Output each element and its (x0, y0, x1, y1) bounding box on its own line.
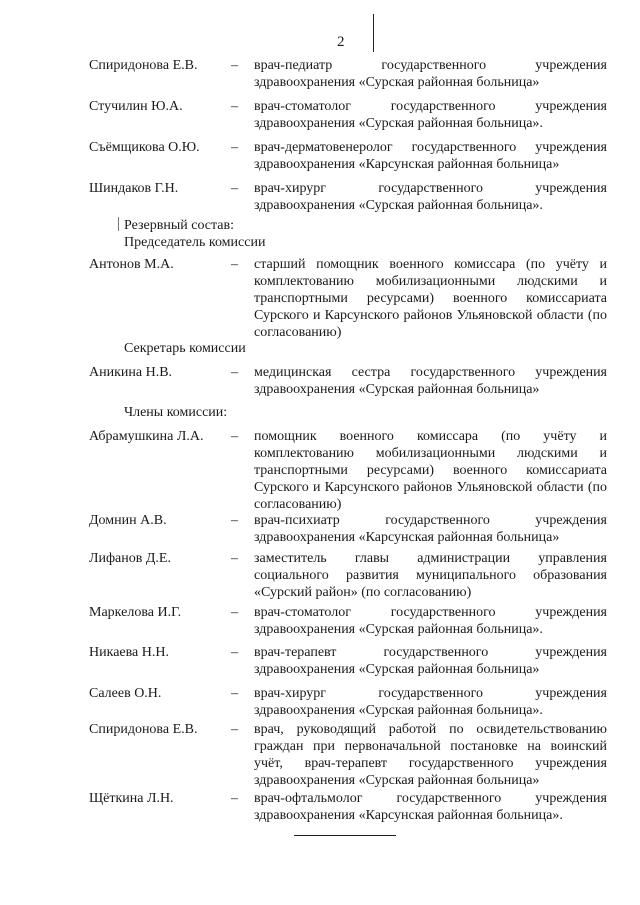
member-position: врач-хирург государственного учреждения здравоохранения «Сурская районная больница». (254, 686, 607, 718)
chair-dash: – (231, 257, 238, 272)
member-position: врач, руководящий работой по освидетельствованию граждан при первоначальной постановке на воинский учёт, врач-терапевт государственного учреждения здравоохранения «Сурская районная больница» (254, 722, 607, 788)
member-dash: – (231, 513, 238, 528)
member-dash: – (231, 645, 238, 660)
member-position: врач-психиатр государственного учреждения здравоохранения «Карсунская районная больница» (254, 513, 607, 545)
chair-heading: Председатель комиссии (124, 235, 266, 250)
chair-name: Антонов М.А. (89, 257, 174, 272)
member-position: заместитель главы администрации управления социального развития муниципального образования «Сурский район» (по согласованию) (254, 551, 607, 600)
secretary-name: Аникина Н.В. (89, 365, 173, 380)
member-name: Спиридонова Е.В. (89, 722, 198, 737)
member-position: врач-дерматовенеролог государственного учреждения здравоохранения «Карсунская районная больница» (254, 140, 607, 172)
member-dash: – (231, 429, 238, 444)
member-name: Съёмщикова О.Ю. (89, 140, 200, 155)
member-name: Стучилин Ю.А. (89, 99, 183, 114)
secretary-heading: Секретарь комиссии (124, 341, 246, 356)
member-dash: – (231, 181, 238, 196)
member-name: Никаева Н.Н. (89, 645, 169, 660)
member-dash: – (231, 140, 238, 155)
member-name: Домнин А.В. (89, 513, 167, 528)
member-name: Шиндаков Г.Н. (89, 181, 179, 196)
member-name: Щёткина Л.Н. (89, 791, 174, 806)
secretary-dash: – (231, 365, 238, 380)
member-name: Салеев О.Н. (89, 686, 162, 701)
member-position: врач-стоматолог государственного учреждения здравоохранения «Сурская районная больница». (254, 605, 607, 637)
member-name: Маркелова И.Г. (89, 605, 182, 620)
closing-rule (294, 835, 396, 836)
member-name: Лифанов Д.Е. (89, 551, 171, 566)
member-name: Абрамушкина Л.А. (89, 429, 204, 444)
member-dash: – (231, 99, 238, 114)
member-dash: – (231, 791, 238, 806)
margin-mark (118, 217, 119, 231)
top-rule (373, 14, 374, 52)
member-dash: – (231, 58, 238, 73)
page-number: 2 (337, 34, 345, 50)
secretary-position: медицинская сестра государственного учреждения здравоохранения «Сурская районная больница» (254, 365, 607, 397)
chair-position: старший помощник военного комиссара (по учёту и комплектованию мобилизационными людскими и транспортными ресурсами) военного комиссариата Сурского и Карсунского районов Ульяновской области (по согласованию) (254, 257, 607, 340)
member-dash: – (231, 722, 238, 737)
member-dash: – (231, 686, 238, 701)
member-position: врач-хирург государственного учреждения здравоохранения «Сурская районная больница». (254, 181, 607, 213)
member-position: врач-стоматолог государственного учреждения здравоохранения «Сурская районная больница». (254, 99, 607, 131)
member-name: Спиридонова Е.В. (89, 58, 198, 73)
member-position: врач-терапевт государственного учреждения здравоохранения «Сурская районная больница» (254, 645, 607, 677)
member-dash: – (231, 605, 238, 620)
member-position: врач-офтальмолог государственного учреждения здравоохранения «Карсунская районная больница». (254, 791, 607, 823)
member-position: врач-педиатр государственного учреждения здравоохранения «Сурская районная больница» (254, 58, 607, 90)
member-dash: – (231, 551, 238, 566)
member-position: помощник военного комиссара (по учёту и комплектованию мобилизационными людскими и транспортными ресурсами) военного комиссариата Сурского и Карсунского районов Ульяновской области (по согласованию) (254, 429, 607, 512)
reserve-heading: Резервный состав: (124, 218, 235, 233)
members-heading: Члены комиссии: (124, 405, 228, 420)
